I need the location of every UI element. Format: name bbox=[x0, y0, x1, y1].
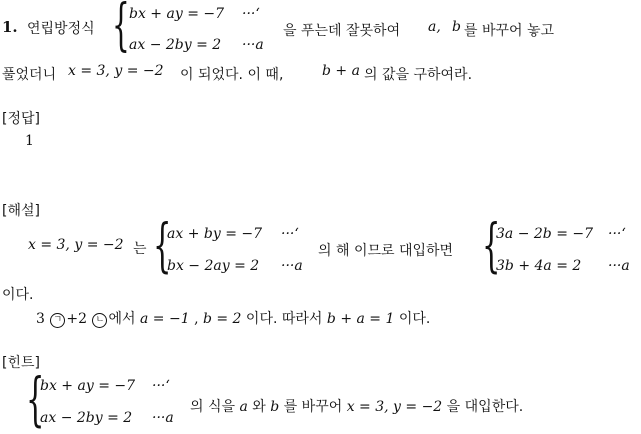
solution-system-2 bbox=[482, 211, 640, 280]
problem-line2-c: 의 값을 구하여라. bbox=[364, 67, 473, 83]
answer-header: [정답] bbox=[2, 111, 40, 127]
equation-1: bx + ay = −7 bbox=[129, 6, 225, 22]
equation-1-tag: ···‘ bbox=[281, 226, 299, 242]
circled-1-icon: ㄱ bbox=[50, 313, 65, 328]
solution-line3-plus: +2 bbox=[66, 311, 88, 327]
equation-1: bx + ay = −7 bbox=[40, 378, 136, 394]
equation-1: 3a − 2b = −7 bbox=[496, 226, 594, 242]
equation-2-tag: ···a bbox=[152, 410, 174, 426]
problem-intro: 연립방정식 bbox=[27, 21, 95, 37]
var-a: a, bbox=[428, 19, 441, 35]
solution-line1-a: 는 bbox=[133, 241, 147, 257]
problem-line2-a: 풀었더니 bbox=[2, 67, 57, 83]
problem-system bbox=[112, 0, 282, 60]
problem-text-end: 를 바꾸어 놓고 bbox=[464, 23, 555, 39]
solution-line3-c: 이다. bbox=[398, 311, 431, 327]
equation-2: 3b + 4a = 2 bbox=[496, 258, 582, 274]
equation-2-tag: ···a bbox=[242, 37, 264, 53]
left-brace: { bbox=[153, 211, 172, 279]
solution-line3-m1: a = −1 bbox=[139, 311, 190, 327]
circled-2-icon: ㄴ bbox=[92, 313, 107, 328]
solution-line3-num: 3 bbox=[36, 311, 45, 327]
equation-2: bx − 2ay = 2 bbox=[167, 258, 260, 274]
equation-1: ax + by = −7 bbox=[167, 226, 263, 242]
hint-text-c: 를 바꾸어 bbox=[283, 399, 343, 415]
equation-1-tag: ···‘ bbox=[242, 6, 260, 22]
equation-2-tag: ···a bbox=[281, 258, 303, 274]
hint-line bbox=[190, 396, 523, 416]
solution-line3-m3: b + a = 1 bbox=[326, 311, 395, 327]
solution-line1-b: 의 해 이므로 대입하면 bbox=[318, 243, 454, 259]
left-brace: { bbox=[482, 211, 501, 279]
solution-line3 bbox=[36, 308, 430, 328]
hint-text-d: 을 대입한다. bbox=[446, 399, 524, 415]
solution-line3-b: 이다. 따라서 bbox=[245, 311, 323, 327]
problem-number: 1. bbox=[2, 18, 18, 36]
solution-line3-sep: , bbox=[194, 311, 199, 327]
hint-var-b: b bbox=[270, 399, 280, 415]
solution-line3-m2: b = 2 bbox=[202, 311, 242, 327]
solution-header: [해설] bbox=[2, 203, 40, 219]
hint-math: x = 3, y = −2 bbox=[346, 399, 443, 415]
left-brace: { bbox=[112, 0, 130, 58]
solution-system-1 bbox=[153, 211, 318, 280]
hint-header: [힌트] bbox=[2, 355, 40, 371]
problem-text-a: 을 푸는데 잘못하여 bbox=[283, 23, 401, 39]
equation-2: ax − 2by = 2 bbox=[40, 410, 133, 426]
solution-line3-a: 에서 bbox=[108, 311, 136, 327]
hint-text-a: 의 식을 bbox=[190, 399, 236, 415]
solution-line1-math: x = 3, y = −2 bbox=[28, 237, 124, 253]
hint-text-b: 와 bbox=[252, 399, 266, 415]
problem-line2-math2: b + a bbox=[322, 63, 360, 79]
problem-line2-math: x = 3, y = −2 bbox=[68, 63, 164, 79]
solution-line2: 이다. bbox=[2, 287, 34, 303]
hint-system bbox=[26, 365, 186, 434]
var-b: b bbox=[452, 19, 461, 35]
equation-2: ax − 2by = 2 bbox=[129, 37, 222, 53]
hint-var-a: a bbox=[239, 399, 248, 415]
answer-value: 1 bbox=[25, 133, 34, 149]
equation-1-tag: ···‘ bbox=[608, 226, 626, 242]
left-brace: { bbox=[26, 365, 45, 433]
problem-line2-b: 이 되었다. 이 때, bbox=[180, 67, 284, 83]
equation-2-tag: ···a bbox=[608, 258, 630, 274]
equation-1-tag: ···‘ bbox=[152, 378, 170, 394]
